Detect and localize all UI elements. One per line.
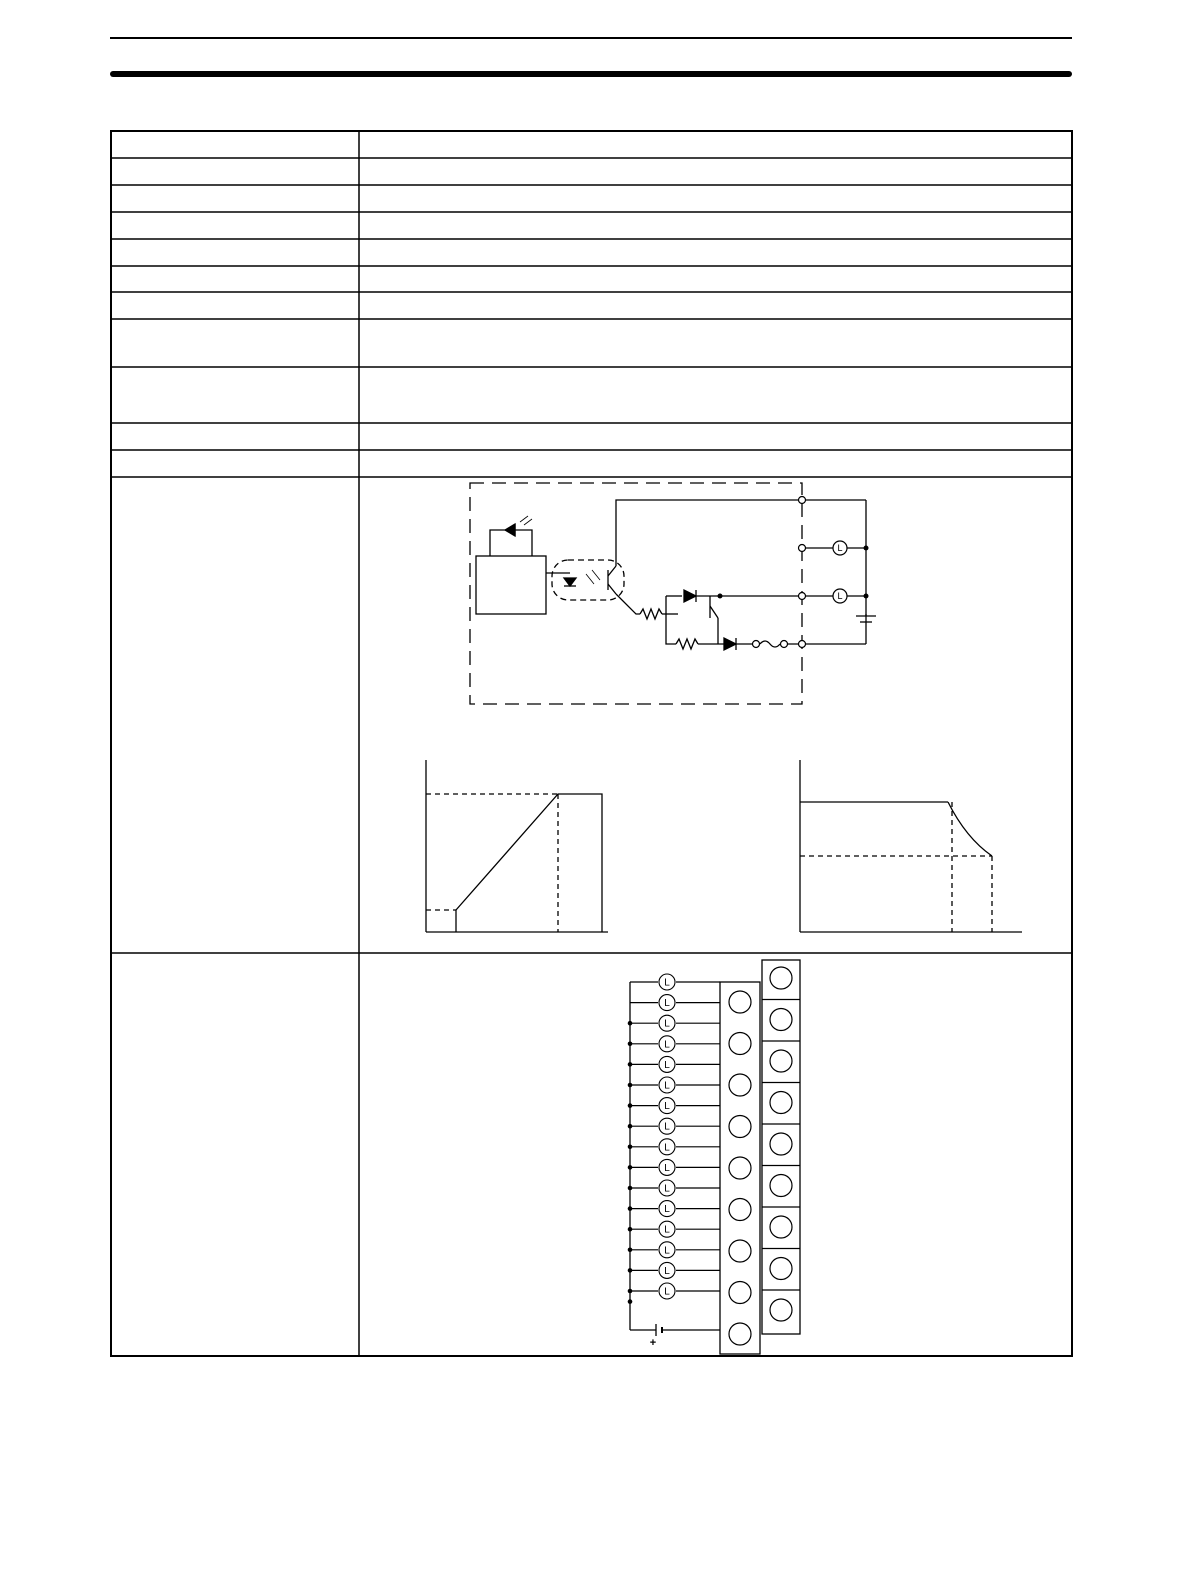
header-thin-rule	[110, 37, 1072, 39]
junction-dot	[628, 1268, 633, 1273]
terminal-screw	[770, 1258, 792, 1280]
load-symbol: L	[664, 1245, 670, 1257]
load-symbol-1: L	[837, 543, 843, 553]
junction-dot	[628, 1299, 633, 1304]
terminal-screw	[770, 1133, 792, 1155]
terminal-screw	[770, 1299, 792, 1321]
load-symbol: L	[664, 977, 670, 989]
terminal-screw	[770, 967, 792, 989]
junction-dot	[628, 1165, 633, 1170]
specification-table	[110, 130, 1073, 1357]
terminal-screw	[729, 1074, 751, 1096]
load-symbol: L	[664, 998, 670, 1010]
junction-dot	[628, 1186, 633, 1191]
supply-polarity-mark: +	[649, 1337, 657, 1349]
junction-dot	[628, 1021, 633, 1026]
load-symbol: L	[664, 1286, 670, 1298]
junction-dot	[628, 1062, 633, 1067]
terminal-screw	[729, 1033, 751, 1055]
terminal-screw	[729, 1199, 751, 1221]
terminal-screw	[729, 1282, 751, 1304]
terminal-screw	[770, 1216, 792, 1238]
terminal-screw	[770, 1175, 792, 1197]
terminal-screw	[729, 991, 751, 1013]
terminal-screw	[729, 1240, 751, 1262]
terminal-connection-diagram	[620, 956, 810, 1356]
junction-dot	[628, 1206, 633, 1211]
load-symbol: L	[664, 1265, 670, 1277]
load-symbol: L	[664, 1162, 670, 1174]
terminal-screw	[770, 1009, 792, 1031]
junction-dot	[628, 1103, 633, 1108]
junction-dot	[628, 1227, 633, 1232]
junction-dot	[628, 1145, 633, 1150]
junction-dot	[628, 1248, 633, 1253]
junction-dot	[628, 1042, 633, 1047]
terminal-screw	[729, 1116, 751, 1138]
load-symbol: L	[664, 1059, 670, 1071]
header-thick-rule	[110, 71, 1072, 77]
load-symbol-2: L	[837, 591, 843, 601]
load-symbol: L	[664, 1183, 670, 1195]
terminal-screw	[729, 1323, 751, 1345]
load-symbol: L	[664, 1224, 670, 1236]
load-symbol: L	[664, 1080, 670, 1092]
terminal-screw	[729, 1157, 751, 1179]
derating-curve-right	[794, 758, 1026, 938]
junction-dot	[628, 1289, 633, 1294]
junction-dot	[628, 1124, 633, 1129]
load-symbol: L	[664, 1142, 670, 1154]
load-symbol: L	[664, 1018, 670, 1030]
load-symbol: L	[664, 1204, 670, 1216]
junction-dot	[628, 1083, 633, 1088]
load-symbol: L	[664, 1039, 670, 1051]
specification-table-grid	[110, 130, 1073, 1357]
load-symbol: L	[664, 1121, 670, 1133]
load-symbol: L	[664, 1101, 670, 1113]
derating-curve-left	[420, 758, 610, 938]
internal-circuit-diagram	[460, 478, 880, 710]
terminal-screw	[770, 1092, 792, 1114]
terminal-screw	[770, 1050, 792, 1072]
